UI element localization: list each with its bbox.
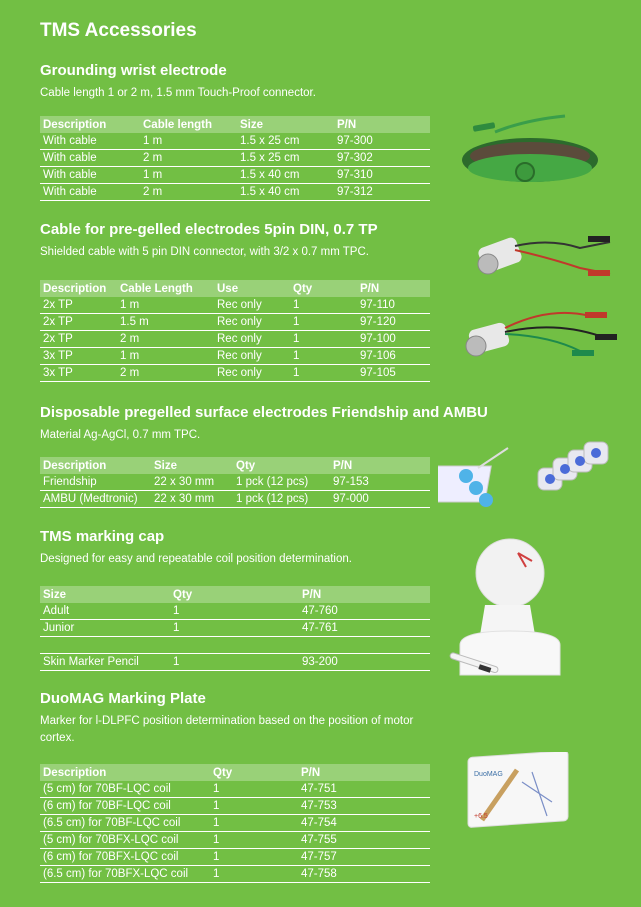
column-header: P/N [298,764,430,781]
table-header-row [40,116,430,133]
table-cell: Friendship [40,474,151,491]
table-cell: 97-110 [357,297,430,314]
table-cell [170,637,299,654]
table-cell: 2 m [140,150,237,167]
table-row [40,866,430,883]
table-row [40,297,430,314]
section-description: Shielded cable with 5 pin DIN connector, with 3/2 x 0.7 mm TPC. [40,246,369,258]
marking-plate-table [40,764,430,883]
column-header: Qty [290,280,357,297]
table-row [40,348,430,365]
column-header: Size [237,116,334,133]
table-cell: Junior [40,620,170,637]
table-cell: 1 m [117,348,214,365]
table-header-row [40,764,430,781]
table-cell: 1 [170,620,299,637]
table-cell: 1 [170,654,299,671]
table-cell: (6.5 cm) for 70BFX-LQC coil [40,866,210,883]
table-row [40,637,430,654]
column-header: Description [40,280,117,297]
table-cell: Rec only [214,297,290,314]
column-header: Size [40,586,170,603]
table-cell: 1 m [117,297,214,314]
table-cell: 1 [210,866,298,883]
electrodes-image [438,428,618,528]
column-header: Qty [170,586,299,603]
electrodes-table [40,457,430,508]
grounding-table [40,116,430,201]
table-cell: 47-753 [298,798,430,815]
column-header: P/N [357,280,430,297]
cable-table [40,280,430,382]
wrist-electrode-image [455,110,605,192]
din-cable-image [470,218,620,300]
table-cell: 47-751 [298,781,430,798]
table-cell: (5 cm) for 70BF-LQC coil [40,781,210,798]
table-row [40,849,430,866]
table-cell: With cable [40,133,140,150]
section-title: Cable for pre-gelled electrodes 5pin DIN, 0.7 TP [40,221,378,238]
section-duomag-marking-plate [40,690,440,747]
table-cell: 1 [210,815,298,832]
table-cell: 22 x 30 mm [151,474,233,491]
page-title: TMS Accessories [40,20,197,41]
table-row [40,781,430,798]
table-cell: Rec only [214,331,290,348]
table-cell: 1 [170,603,299,620]
section-title: Disposable pregelled surface electrodes Friendship and AMBU [40,404,488,421]
table-cell: Rec only [214,314,290,331]
table-cell: 1 pck (12 pcs) [233,491,330,508]
table-cell: 1 [210,781,298,798]
table-header-row [40,280,430,297]
table-cell: Skin Marker Pencil [40,654,170,671]
section-description: Marker for l-DLPFC position determination based on the position of motor cortex. [40,715,414,744]
column-header: Cable Length [117,280,214,297]
column-header: P/N [334,116,430,133]
table-cell: 47-758 [298,866,430,883]
section-disposable-electrodes [40,404,488,444]
marking-plate-image [462,752,572,838]
table-cell: 2 m [117,331,214,348]
table-cell: Adult [40,603,170,620]
table-cell [299,637,430,654]
table-row [40,798,430,815]
table-cell: 22 x 30 mm [151,491,233,508]
table-cell: 1 [290,348,357,365]
table-row [40,654,430,671]
column-header: P/N [330,457,430,474]
table-cell: 2x TP [40,297,117,314]
table-cell: 97-106 [357,348,430,365]
table-cell: 2x TP [40,331,117,348]
plate-offset-label: +6.5 [474,813,488,820]
table-cell: (6 cm) for 70BFX-LQC coil [40,849,210,866]
table-cell: Rec only [214,365,290,382]
table-row [40,832,430,849]
table-cell: 1.5 m [117,314,214,331]
section-cable-pregelled [40,221,378,261]
table-row [40,365,430,382]
table-row [40,603,430,620]
table-cell: 1 pck (12 pcs) [233,474,330,491]
section-description: Designed for easy and repeatable coil position determination. [40,553,352,565]
table-cell: 1 [210,849,298,866]
table-cell: With cable [40,150,140,167]
column-header: P/N [299,586,430,603]
table-cell: 97-120 [357,314,430,331]
table-header-row [40,586,430,603]
marking-cap-table [40,586,430,671]
table-cell: 1.5 x 25 cm [237,133,334,150]
table-cell: 97-105 [357,365,430,382]
table-cell: AMBU (Medtronic) [40,491,151,508]
column-header: Qty [210,764,298,781]
table-cell: 2 m [117,365,214,382]
column-header: Description [40,116,140,133]
table-row [40,620,430,637]
table-header-row [40,457,430,474]
table-cell: 1 [290,365,357,382]
table-cell: 97-000 [330,491,430,508]
table-cell: 3x TP [40,348,117,365]
table-cell: 1 [210,798,298,815]
table-row [40,133,430,150]
table-cell: (6.5 cm) for 70BF-LQC coil [40,815,210,832]
table-cell: 47-754 [298,815,430,832]
table-cell: 1.5 x 25 cm [237,150,334,167]
table-cell: (6 cm) for 70BF-LQC coil [40,798,210,815]
table-cell: 47-760 [299,603,430,620]
table-row [40,184,430,201]
section-description: Cable length 1 or 2 m, 1.5 mm Touch-Proof connector. [40,87,316,99]
table-row [40,331,430,348]
table-row [40,491,430,508]
table-cell: 1 [290,331,357,348]
table-cell: 97-100 [357,331,430,348]
section-description: Material Ag-AgCl, 0.7 mm TPC. [40,429,201,441]
table-cell: (5 cm) for 70BFX-LQC coil [40,832,210,849]
table-cell: 47-761 [299,620,430,637]
table-cell: 47-755 [298,832,430,849]
table-row [40,474,430,491]
skin-marker-pencil-image [445,652,505,682]
table-cell: Rec only [214,348,290,365]
table-cell: 97-153 [330,474,430,491]
table-cell: 2 m [140,184,237,201]
table-cell: 1 m [140,167,237,184]
section-title: TMS marking cap [40,528,165,545]
table-cell: 93-200 [299,654,430,671]
section-title: DuoMAG Marking Plate [40,690,206,707]
column-header: Qty [233,457,330,474]
table-cell: 97-310 [334,167,430,184]
table-row [40,167,430,184]
din-cable-3tp-image [460,296,625,376]
table-cell: 1 [210,832,298,849]
table-cell: 97-312 [334,184,430,201]
section-grounding-wrist-electrode [40,62,316,102]
section-tms-marking-cap [40,528,352,568]
table-cell: 47-757 [298,849,430,866]
table-cell: 97-300 [334,133,430,150]
table-row [40,815,430,832]
table-cell: With cable [40,167,140,184]
table-cell: 1 [290,297,357,314]
column-header: Description [40,457,151,474]
column-header: Description [40,764,210,781]
table-row [40,150,430,167]
table-cell: 1 m [140,133,237,150]
column-header: Use [214,280,290,297]
table-cell: 1 [290,314,357,331]
table-cell: 3x TP [40,365,117,382]
column-header: Cable length [140,116,237,133]
table-cell [40,637,170,654]
table-cell: 1.5 x 40 cm [237,167,334,184]
column-header: Size [151,457,233,474]
table-cell: 97-302 [334,150,430,167]
table-cell: 1.5 x 40 cm [237,184,334,201]
plate-brand-label: DuoMAG [474,771,503,778]
table-cell: With cable [40,184,140,201]
table-cell: 2x TP [40,314,117,331]
section-title: Grounding wrist electrode [40,62,227,79]
table-row [40,314,430,331]
